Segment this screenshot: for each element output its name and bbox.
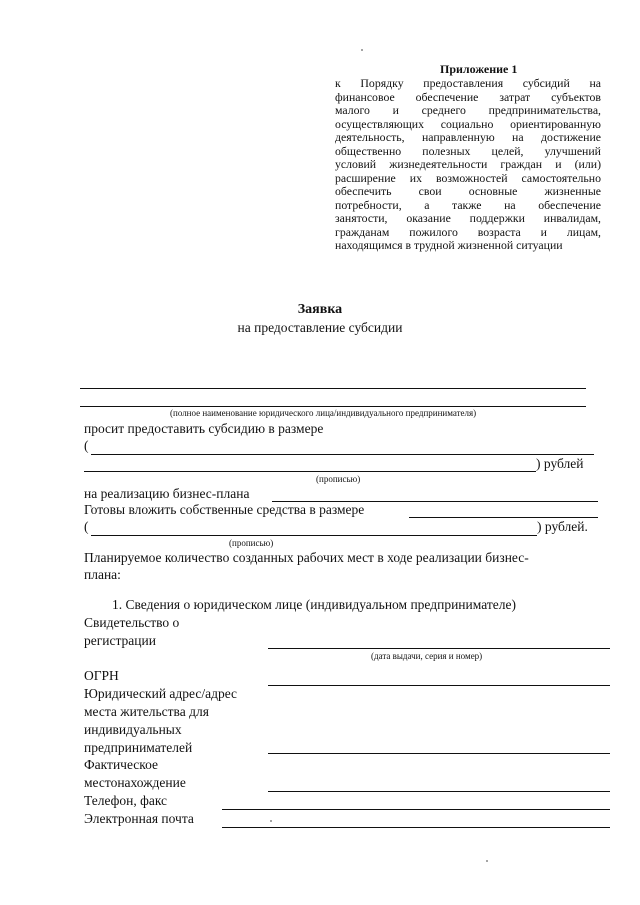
open-paren: ( [84,438,89,453]
address-label: индивидуальных [84,722,182,737]
amount-caption: (прописью) [316,474,361,484]
section-1-heading: 1. Сведения о юридическом лице (индивидуальном предпринимателе) [112,597,516,612]
appendix-line: находящимся в трудной жизненной ситуации [335,238,563,252]
business-plan-label: на реализацию бизнес-плана [84,486,250,501]
registration-certificate-field[interactable] [268,636,610,649]
appendix-line: расширение их возможностей самостоятельно [335,170,601,185]
rubles-suffix: ) рублей [536,456,584,471]
jobs-text-line-1: Планируемое количество созданных рабочих мест в ходе реализации бизнес- [84,550,529,565]
appendix-line: осуществляющих социально ориентированную [335,116,601,131]
org-name-field-line-2[interactable] [80,394,586,407]
actual-location-label: местонахождение [84,775,186,790]
appendix-line: обеспечить свои основные жизненные [335,184,601,198]
phone-fax-field[interactable] [222,797,610,810]
ogrn-field[interactable] [268,673,610,686]
appendix-line: финансовое обеспечение затрат субъектов [335,89,601,104]
jobs-text-line-2: плана: [84,567,121,582]
address-label: предпринимателей [84,740,193,755]
appendix-title: Приложение 1 [440,62,518,76]
address-label: места жительства для [84,704,209,719]
own-funds-caption: (прописью) [229,538,274,548]
own-funds-field-line-1[interactable] [409,505,598,518]
scan-speck [361,49,363,51]
scan-speck [486,860,488,862]
own-funds-field-line-2[interactable] [91,523,537,536]
document-subtitle: на предоставление субсидии [237,320,403,335]
scan-speck [270,820,272,822]
appendix-line: занятости, оказание поддержки инвалидам, [335,211,601,225]
appendix-line: к Порядку предоставления субсидий на [335,76,601,90]
subsidy-amount-field-line-2[interactable] [84,459,536,472]
own-funds-label: Готовы вложить собственные средства в размере [84,502,365,517]
business-plan-field[interactable] [272,489,598,502]
appendix-line: малого и среднего предпринимательства, [335,103,601,117]
open-paren: ( [84,519,89,534]
org-name-field-line-1[interactable] [80,376,586,389]
appendix-line: гражданам пожилого возраста и лицам, [335,224,601,239]
request-text: просит предоставить субсидию в размере [84,421,324,436]
email-field[interactable] [222,815,610,828]
appendix-line: общественно полезных целей, улучшений [335,143,601,158]
email-label: Электронная почта [84,811,194,826]
cert-caption: (дата выдачи, серия и номер) [371,651,483,661]
subsidy-amount-field-line-1[interactable] [91,442,594,455]
org-name-caption: (полное наименование юридического лица/индивидуального предпринимателя) [170,408,477,418]
actual-location-label: Фактическое [84,757,159,772]
cert-label: регистрации [84,633,156,648]
address-label: Юридический адрес/адрес [84,686,238,701]
cert-label: Свидетельство о [84,615,180,630]
legal-address-field[interactable] [268,741,610,754]
appendix-line: условий жизнедеятельности граждан и (или) [335,157,601,171]
rubles-suffix-period: ) рублей. [537,519,588,534]
ogrn-label: ОГРН [84,668,119,683]
document-title: Заявка [297,302,343,317]
appendix-line: потребности, а также на обеспечение [335,197,601,212]
appendix-text [335,77,601,253]
actual-location-field[interactable] [268,779,610,792]
phone-fax-label: Телефон, факс [84,793,168,808]
appendix-line: деятельность, направленную на достижение [335,130,601,144]
